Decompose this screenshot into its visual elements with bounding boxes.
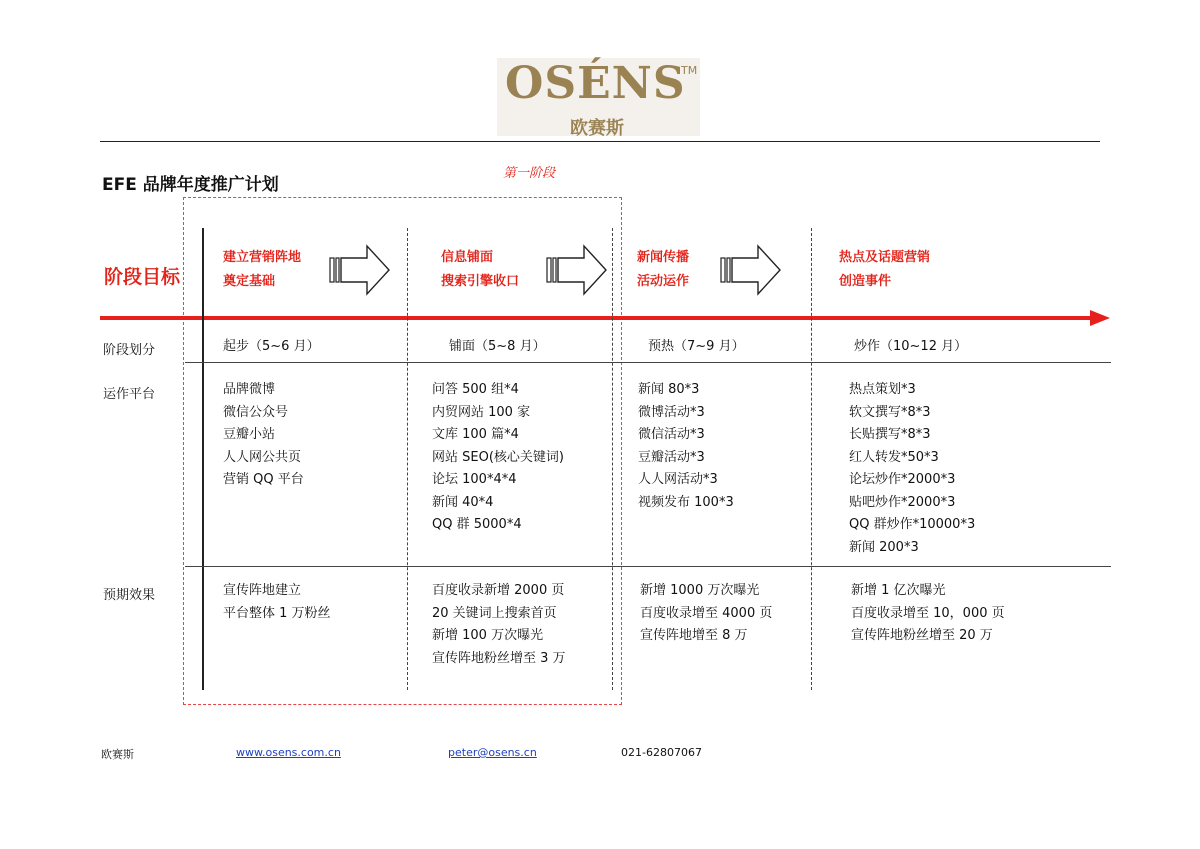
stage-2: 铺面（5~8 月） — [449, 339, 546, 354]
header-divider — [100, 141, 1100, 142]
goal-4-line1: 热点及话题营销 — [839, 250, 931, 265]
goal-3-line1: 新闻传播 — [637, 250, 690, 265]
platforms-col-3 — [638, 379, 734, 514]
column-divider-solid — [202, 228, 204, 690]
list-item: 论坛炒作*2000*3 — [849, 472, 956, 487]
list-item: 宣传阵地建立 — [223, 583, 302, 598]
goal-1-line2: 奠定基础 — [223, 274, 276, 289]
goal-2 — [441, 246, 519, 294]
list-item: 新增 1 亿次曝光 — [851, 583, 946, 598]
list-item: 百度收录增至 10，000 页 — [851, 605, 1005, 621]
goal-3 — [637, 246, 689, 294]
stage-3: 预热（7~9 月） — [648, 339, 745, 354]
goal-4 — [839, 246, 930, 294]
logo-trademark: TM — [681, 64, 698, 77]
list-item: 宣传阵地粉丝增至 3 万 — [432, 650, 566, 666]
list-item: 宣传阵地粉丝增至 20 万 — [851, 628, 993, 643]
list-item: 红人转发*50*3 — [849, 449, 939, 465]
column-divider-3 — [612, 228, 613, 690]
stage-1: 起步（5~6 月） — [223, 339, 320, 354]
list-item: 百度收录增至 4000 页 — [640, 605, 773, 621]
list-item: 文库 100 篇*4 — [432, 427, 519, 442]
goal-4-line2: 创造事件 — [839, 274, 892, 289]
list-item: 营销 QQ 平台 — [223, 472, 304, 487]
logo-wordmark: OSÉNS — [505, 58, 686, 109]
document-title: EFE 品牌年度推广计划 — [102, 175, 279, 195]
list-item: 20 关键词上搜索首页 — [432, 605, 557, 621]
list-item: 新闻 80*3 — [638, 382, 700, 397]
footer-email-link[interactable]: peter@osens.cn — [448, 746, 537, 759]
platforms-col-2 — [432, 379, 564, 537]
goal-1 — [223, 246, 301, 294]
row-label-stages: 阶段划分 — [103, 343, 156, 358]
row-label-platforms: 运作平台 — [103, 387, 156, 402]
platforms-col-1 — [223, 379, 304, 492]
progress-arrow-icon-2 — [546, 244, 608, 296]
timeline-arrow-line — [100, 316, 1092, 320]
footer-phone: 021-62807067 — [621, 746, 702, 759]
stage-4: 炒作（10~12 月） — [854, 339, 968, 354]
timeline-arrow-head-icon — [1090, 310, 1110, 326]
list-item: 新增 100 万次曝光 — [432, 628, 544, 643]
goal-2-line1: 信息铺面 — [441, 250, 494, 265]
list-item: 新增 1000 万次曝光 — [640, 583, 760, 598]
list-item: 人人网公共页 — [223, 449, 302, 465]
goal-2-line2: 搜索引擎收口 — [441, 274, 520, 289]
list-item: 人人网活动*3 — [638, 472, 718, 487]
list-item: 微博活动*3 — [638, 404, 705, 420]
goal-row-label: 阶段目标 — [104, 266, 181, 288]
column-divider-4 — [811, 228, 812, 690]
list-item: 网站 SEO(核心关键词) — [432, 449, 564, 465]
list-item: 百度收录新增 2000 页 — [432, 583, 565, 598]
phase-one-label: 第一阶段 — [503, 166, 556, 181]
progress-arrow-icon-1 — [329, 244, 391, 296]
list-item: 新闻 40*4 — [432, 494, 494, 510]
list-item: 视频发布 100*3 — [638, 494, 734, 510]
list-item: 宣传阵地增至 8 万 — [640, 628, 748, 643]
list-item: 论坛 100*4*4 — [432, 472, 517, 487]
list-item: 热点策划*3 — [849, 382, 916, 397]
list-item: 平台整体 1 万粉丝 — [223, 605, 331, 621]
list-item: 品牌微博 — [223, 382, 276, 397]
list-item: 贴吧炒作*2000*3 — [849, 494, 956, 510]
platforms-col-4 — [849, 379, 975, 559]
goal-3-line2: 活动运作 — [637, 274, 690, 289]
list-item: QQ 群炒作*10000*3 — [849, 517, 976, 532]
row-divider-1 — [185, 362, 1111, 363]
list-item: 长贴撰写*8*3 — [849, 427, 931, 442]
list-item: QQ 群 5000*4 — [432, 517, 522, 532]
effects-col-1 — [223, 580, 331, 625]
list-item: 微信活动*3 — [638, 427, 705, 442]
footer-company: 欧赛斯 — [101, 748, 134, 761]
list-item: 问答 500 组*4 — [432, 382, 519, 397]
list-item: 豆瓣小站 — [223, 427, 276, 442]
progress-arrow-icon-3 — [720, 244, 782, 296]
list-item: 新闻 200*3 — [849, 539, 919, 555]
effects-col-3 — [640, 580, 772, 648]
list-item: 微信公众号 — [223, 404, 289, 420]
row-label-effects: 预期效果 — [103, 588, 156, 603]
effects-col-4 — [851, 580, 1005, 648]
goal-1-line1: 建立营销阵地 — [223, 250, 302, 265]
footer-website-link[interactable]: www.osens.com.cn — [236, 746, 341, 759]
list-item: 内贸网站 100 家 — [432, 404, 531, 420]
logo-chinese-name: 欧赛斯 — [570, 118, 624, 139]
list-item: 豆瓣活动*3 — [638, 449, 705, 465]
list-item: 软文撰写*8*3 — [849, 404, 931, 420]
row-divider-2 — [185, 566, 1111, 567]
column-divider-2 — [407, 228, 408, 690]
effects-col-2 — [432, 580, 566, 670]
